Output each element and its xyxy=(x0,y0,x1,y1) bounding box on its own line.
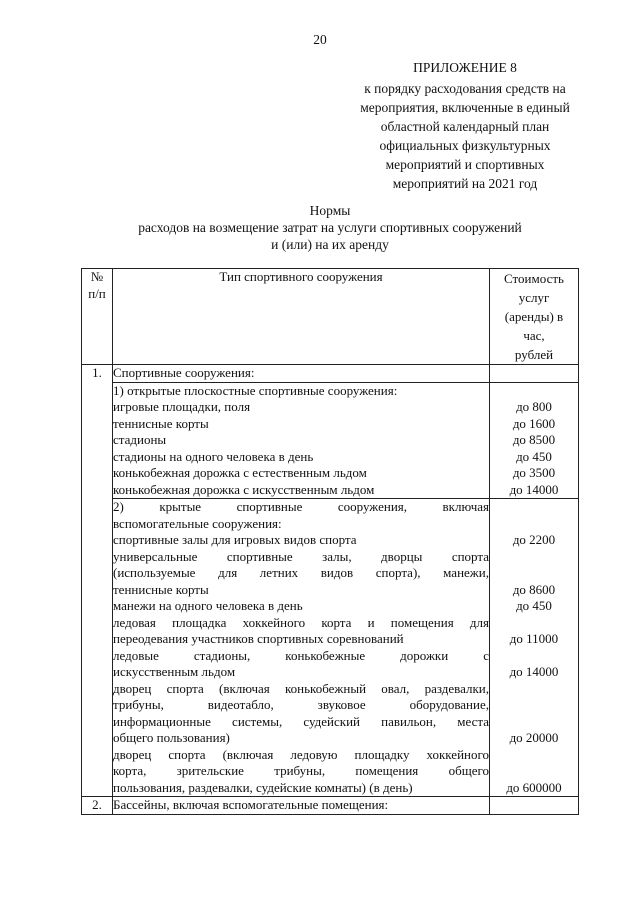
table-row xyxy=(82,797,579,815)
facility-cost xyxy=(490,499,578,516)
table-header-row xyxy=(82,269,579,365)
facility-cost: до 2200 xyxy=(512,532,556,547)
facility-cost xyxy=(490,549,578,566)
facility-type: теннисные корты xyxy=(113,581,209,597)
facility-cost: до 3500 xyxy=(512,465,556,480)
facility-cost: до 800 xyxy=(516,399,552,414)
appendix-line: областной календарный план xyxy=(380,119,550,134)
facility-type: ледовая площадка хоккейного корта и помещения для xyxy=(113,614,489,630)
table-row xyxy=(82,382,579,499)
facility-type: 1) открытые плоскостные спортивные сооружения: xyxy=(113,382,398,398)
header-cost-line: (аренды) в xyxy=(504,309,564,324)
cost-list xyxy=(490,382,579,499)
header-cost-line: услуг xyxy=(518,290,550,305)
facility-type: пользования, раздевалки, судейские комнаты) (в день) xyxy=(113,779,413,795)
facility-type: стадионы на одного человека в день xyxy=(113,448,314,464)
appendix-block xyxy=(330,58,600,193)
facility-list xyxy=(113,499,490,797)
facility-type: дворец спорта (включая конькобежный овал, раздевалки, xyxy=(113,680,489,696)
appendix-line: к порядку расходования средств на xyxy=(364,81,566,96)
facility-type: теннисные корты xyxy=(113,415,209,431)
facility-type: искусственным льдом xyxy=(113,664,236,679)
appendix-title: ПРИЛОЖЕНИЕ 8 xyxy=(413,60,517,75)
header-cost-line: Стоимость xyxy=(504,271,564,286)
heading-line: и (или) на их аренду xyxy=(271,237,389,252)
facility-cost: до 14000 xyxy=(509,481,559,497)
facility-cost: до 450 xyxy=(516,448,552,464)
heading-line: расходов на возмещение затрат на услуги спортивных сооружений xyxy=(138,220,522,235)
facility-type: трибуны, видеотабло, звуковое оборудование, xyxy=(113,697,489,712)
facility-type: общего пользования) xyxy=(113,730,230,745)
header-cost-line: час, xyxy=(523,328,545,343)
facility-cost xyxy=(490,697,578,714)
table-row xyxy=(82,365,579,383)
section-title: Бассейны, включая вспомогательные помещения: xyxy=(113,797,490,815)
document-heading xyxy=(90,202,570,253)
appendix-line: мероприятий и спортивных xyxy=(385,157,545,172)
row-number: 1. xyxy=(82,365,113,797)
facility-type: конькобежная дорожка с естественным льдом xyxy=(113,465,367,480)
facility-type: ледовые стадионы, конькобежные дорожки с xyxy=(113,647,489,663)
header-cost xyxy=(490,269,579,365)
appendix-line: мероприятия, включенные в единый xyxy=(360,100,570,115)
facility-cost xyxy=(490,714,578,731)
facility-type: (используемые для летних видов спорта), манежи, xyxy=(113,565,489,580)
page-number: 20 xyxy=(313,32,327,47)
facility-type: манежи на одного человека в день xyxy=(113,598,303,613)
facility-list xyxy=(113,382,490,499)
table-body xyxy=(82,365,579,815)
facility-cost xyxy=(490,565,578,582)
facility-cost: до 14000 xyxy=(509,664,559,679)
facility-type: универсальные спортивные залы, дворцы спорта xyxy=(113,548,489,564)
facility-type: 2) крытые спортивные сооружения, включая xyxy=(113,499,489,514)
facility-cost: до 8600 xyxy=(512,581,556,597)
facility-type: информационные системы, судейский павильон, места xyxy=(113,713,489,729)
facility-cost xyxy=(490,615,578,632)
facility-cost xyxy=(490,681,578,698)
section-cost xyxy=(490,797,579,815)
heading-title: Нормы xyxy=(309,203,351,218)
header-cost-line: рублей xyxy=(514,347,554,362)
facility-cost: до 1600 xyxy=(512,415,556,431)
facility-cost: до 600000 xyxy=(506,779,562,795)
section-cost xyxy=(490,365,579,383)
facility-cost xyxy=(490,648,578,665)
facility-type: игровые площадки, поля xyxy=(113,399,251,414)
norms-table xyxy=(81,268,579,815)
header-num-line: № xyxy=(90,269,104,284)
facility-cost xyxy=(490,747,578,764)
facility-type: переодевания участников спортивных соревнований xyxy=(113,631,404,646)
header-num xyxy=(82,269,113,365)
facility-type: корта, зрительские трибуны, помещения общего xyxy=(113,763,489,778)
facility-cost: до 450 xyxy=(516,598,552,613)
facility-type: спортивные залы для игровых видов спорта xyxy=(113,532,357,547)
facility-cost: до 11000 xyxy=(509,631,559,646)
facility-type: стадионы xyxy=(113,432,167,447)
section-title: Спортивные сооружения: xyxy=(113,365,490,383)
header-num-line: п/п xyxy=(88,285,106,301)
facility-cost xyxy=(490,763,578,780)
appendix-line: официальных физкультурных xyxy=(379,138,551,153)
facility-type: вспомогательные сооружения: xyxy=(113,515,282,531)
table-row xyxy=(82,499,579,797)
facility-cost xyxy=(490,516,578,533)
facility-cost: до 8500 xyxy=(512,432,556,447)
facility-cost: до 20000 xyxy=(509,730,559,745)
facility-cost xyxy=(490,383,578,400)
facility-type: конькобежная дорожка с искусственным льдом xyxy=(113,481,375,497)
header-type: Тип спортивного сооружения xyxy=(113,269,490,365)
appendix-line: мероприятий на 2021 год xyxy=(392,176,538,191)
facility-type: дворец спорта (включая ледовую площадку хоккейного xyxy=(113,746,489,762)
cost-list xyxy=(490,499,579,797)
row-number: 2. xyxy=(82,797,113,815)
